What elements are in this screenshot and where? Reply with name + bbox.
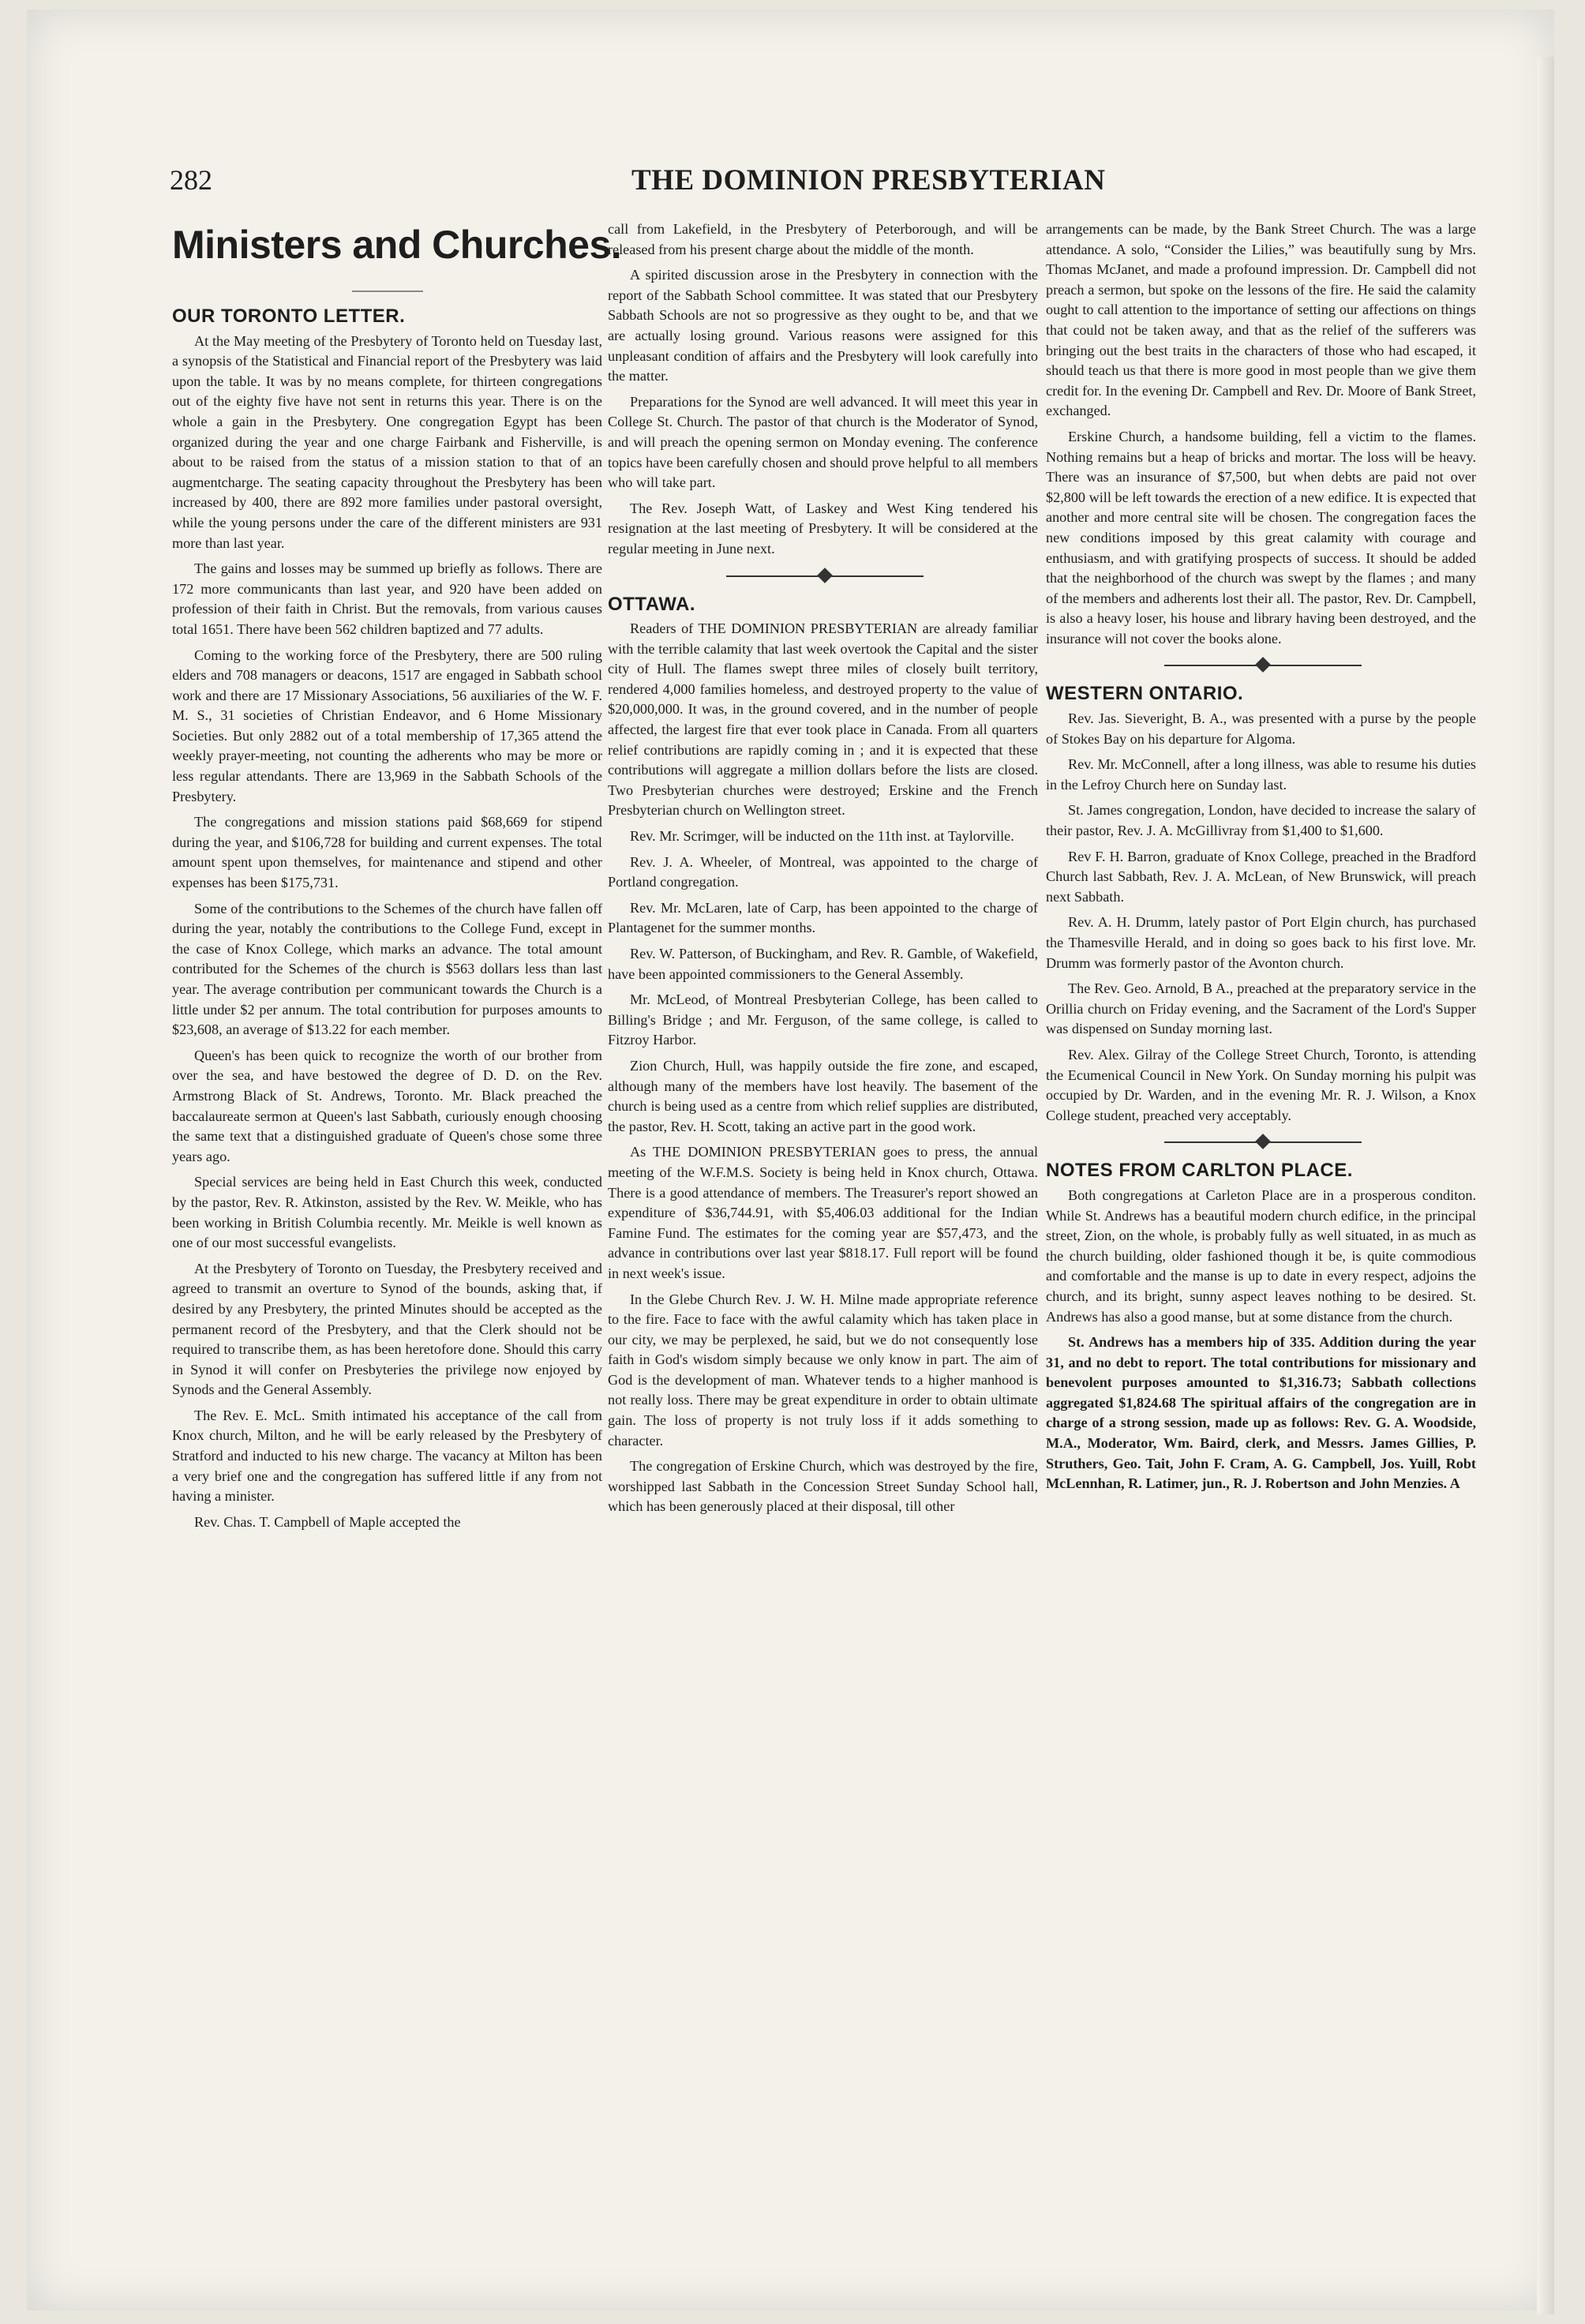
title-rule [352, 290, 423, 292]
paragraph: In the Glebe Church Rev. J. W. H. Milne made appropriate reference to the fire. Face to face with the awful calamity which has taken place in our city, we may be perplexed, he said, but we do not consequently lose faith in God's wisdom simply because we only know in part. The aim of God is the development of man. Whatever tends to a higher manhood is not really loss. There may be great expenditure in order to obtain ultimate gain. The loss of property is not truly loss if it adds something to character. [608, 1291, 1038, 1449]
page-number: 282 [170, 164, 212, 196]
paragraph: Rev. Mr. Scrimger, will be inducted on the 11th inst. at Taylorville. [630, 828, 1014, 845]
paragraph: Zion Church, Hull, was happily outside the fire zone, and escaped, although many of the members have lost heavily. The basement of the church is being used as a centre from which relief supplies are distributed, the pastor, Rev. H. Scott, taking an active part in the good work. [608, 1057, 1038, 1134]
paragraph: Rev. Mr. McLaren, late of Carp, has been appointed to the charge of Plantagenet for the summer months. [608, 899, 1038, 936]
paragraph: The congregation of Erskine Church, which was destroyed by the fire, worshipped last Sabbath in the Concession Street Sunday School hall, which has been generously placed at their disposal, till other [608, 1458, 1038, 1515]
paragraph: call from Lakefield, in the Presbytery of Peterborough, and will be released from his present charge about the middle of the month. [608, 221, 1038, 257]
section-heading-carlton-place: NOTES FROM CARLTON PLACE. [1046, 1160, 1353, 1182]
running-title: THE DOMINION PRESBYTERIAN [631, 164, 1106, 197]
paragraph: Mr. McLeod, of Montreal Presbyterian College, has been called to Billing's Bridge ; and Mr. Ferguson, of the same college, is called to Fitzroy Harbor. [608, 991, 1038, 1048]
column-2 [608, 219, 1038, 1523]
paragraph: Some of the contributions to the Schemes of the church have fallen off during the year, notably the contributions to the College Fund, except in the case of Knox College, which marks an advance. The total amount contributed for the Schemes of the church is $563 dollars less than last year. The average contribution per communicant towards the Church is a little under $2 per annum. The total contribution for purposes amounts to $23,608, an average of $13.22 for each member. [172, 900, 602, 1038]
section-divider [1046, 657, 1476, 674]
article-title: Ministers and Churches. [172, 223, 622, 267]
page-edge [1537, 57, 1554, 2315]
column-1 [172, 221, 622, 1538]
paragraph: Rev. Alex. Gilray of the College Street Church, Toronto, is attending the Ecumenical Council in New York. On Sunday morning his pulpit was occupied by Dr. Warden, and in the evening Mr. R. J. Wilson, a Knox College student, preached very acceptably. [1046, 1046, 1476, 1123]
paragraph: Preparations for the Synod are well advanced. It will meet this year in College St. Church. The pastor of that church is the Moderator of Synod, and will preach the opening sermon on Monday evening. The conference topics have been carefully chosen and should prove helpful to all members who will take part. [608, 393, 1038, 491]
paragraph: The Rev. Geo. Arnold, B A., preached at the preparatory service in the Orillia church on Friday evening, and the Sacrament of the Lord's Supper was dispensed on Sunday morning last. [1046, 980, 1476, 1037]
paragraph: The Rev. E. McL. Smith intimated his acceptance of the call from Knox church, Milton, and he will be early released by the Presbytery of Stratford and inducted to his new charge. The vacancy at Milton has been a very brief one and the congregation has suffered little if any from not having a minister. [172, 1407, 602, 1505]
paragraph: Both congregations at Carleton Place are in a prosperous conditon. While St. Andrews has a beautiful modern church edifice, in the principal street, Zion, on the whole, is probably fully as well situated, in as much as the church building, older fashioned though it be, is quite commodious and comfortable and the manse is up to date in every respect, adjoins the church, and its bright, sunny aspect leaves nothing to be desired. St. Andrews has also a good manse, but at some distance from the church. [1046, 1186, 1476, 1325]
paragraph: St. James congregation, London, have decided to increase the salary of their pastor, Rev. J. A. McGillivray from $1,400 to $1,600. [1046, 802, 1476, 839]
paragraph: Special services are being held in East Church this week, conducted by the pastor, Rev. R. Atkinston, assisted by the Rev. W. Meikle, who has been working in British Columbia recently. Mr. Meikle is well known as one of our most successful evangelists. [172, 1174, 602, 1251]
paragraph: Queen's has been quick to recognize the worth of our brother from over the sea, and have bestowed the degree of D. D. on the Rev. Armstrong Black of St. Andrews, Toronto. Mr. Black preached the baccalaureate sermon at Queen's last Sabbath, curiously enough choosing the same text that a distinguished graduate of Queen's chose some three years ago. [172, 1047, 602, 1164]
section-divider [608, 568, 1038, 585]
section-heading-ottawa: OTTAWA. [608, 593, 696, 615]
section-heading-toronto: OUR TORONTO LETTER. [172, 305, 406, 327]
paragraph: The gains and losses may be summed up briefly as follows. There are 172 more communicants than last year, and 920 have been added on profession of their faith in Christ. But the removals, from various causes total 1651. There have been 562 children baptized and 77 adults. [172, 560, 602, 637]
paragraph: Rev. Mr. McConnell, after a long illness, was able to resume his duties in the Lefroy Church here on Sunday last. [1046, 756, 1476, 793]
section-heading-western-ontario: WESTERN ONTARIO. [1046, 683, 1244, 705]
paragraph: The congregations and mission stations paid $68,669 for stipend during the year, and $106,728 for building and current expenses. The total amount spent upon themselves, for maintenance and stipend and other expenses has been $175,731. [172, 814, 602, 891]
paragraph: Rev. J. A. Wheeler, of Montreal, was appointed to the charge of Portland congregation. [608, 853, 1038, 890]
paragraph: Erskine Church, a handsome building, fell a victim to the flames. Nothing remains but a heap of bricks and mortar. The loss will be heavy. There was an insurance of $7,500, but when debts are paid not over $2,800 will be left towards the erection of a new edifice. It is expected that another and more central site will be chosen. The congregation faces the new conditions imposed by this great calamity with courage and enthusiasm, and with gratifying prospects of success. It should be added that the neighborhood of the church was swept by the flames ; and many of the members and adherents lost their all. The pastor, Rev. Dr. Campbell, is also a heavy loser, his house and library having been destroyed, and the insurance will not cover the books alone. [1046, 428, 1476, 647]
section-divider [1046, 1134, 1476, 1151]
paragraph: Rev. A. H. Drumm, lately pastor of Port Elgin church, has purchased the Thamesville Herald, and in doing so goes back to his first love. Mr. Drumm was formerly pastor of the Avonton church. [1046, 914, 1476, 971]
paragraph: Rev. W. Patterson, of Buckingham, and Rev. R. Gamble, of Wakefield, have been appointed commissioners to the General Assembly. [608, 946, 1038, 982]
paragraph: A spirited discussion arose in the Presbytery in connection with the report of the Sabbath School committee. It was stated that our Presbytery Sabbath Schools are not so progressive as they ought to be, and that we are actually losing ground. Various reasons were assigned for this unpleasant condition of affairs and the Presbytery will look carefully into the matter. [608, 267, 1038, 384]
paragraph: Coming to the working force of the Presbytery, there are 500 ruling elders and 708 managers or deacons, 1517 are engaged in Sabbath school work and there are 17 Missionary Associations, 56 auxiliaries of the W. F. M. S., 31 societies of Christian Endeavor, and 6 Home Missionary Societies. But only 2882 out of a total membership of 17,365 attend the weekly prayer-meeting, not counting the adherents who may be more or less regular attendants. There are 13,969 in the Sabbath Schools of the Presbytery. [172, 647, 602, 804]
paragraph: The Rev. Joseph Watt, of Laskey and West King tendered his resignation at the last meeting of Presbytery. It will be considered at the regular meeting in June next. [608, 500, 1038, 557]
paragraph: Readers of THE DOMINION PRESBYTERIAN are already familiar with the terrible calamity that last week overtook the Capital and the sister city of Hull. The flames swept three miles of closely built territory, rendered 4,000 families homeless, and destroyed property to the value of $20,000,000. It was, in the ground covered, and in the number of people affected, the largest fire that ever took place in Canada. From all quarters relief contributions are rapidly coming in ; and it is expected that these contributions will aggregate a million dollars before the lists are closed. Two Presbyterian churches were destroyed; Erskine and the French Presbyterian church on Wellington street. [608, 620, 1038, 819]
paragraph: St. Andrews has a members hip of 335. Addition during the year 31, and no debt to report. The total contributions for missionary and benevolent purposes amounted to $1,316.73; Sabbath collections aggregated $1,824.68 The spiritual affairs of the congregation are in charge of a strong session, made up as follows: Rev. G. A. Woodside, M.A., Moderator, Wm. Baird, clerk, and Messrs. James Gillies, P. Struthers, Geo. Tait, John F. Cram, A. G. Campbell, Jos. Yuill, Robt McLennhan, R. Latimer, jun., R. J. Robertson and John Menzies. A [1046, 1334, 1476, 1492]
paragraph: At the May meeting of the Presbytery of Toronto held on Tuesday last, a synopsis of the Statistical and Financial report of the Presbytery was laid upon the table. It was by no means complete, for thirteen congregations out of the eighty five have not sent in returns this year. There is on the whole a gain in the Presbytery. One congregation Egypt has been organized during the year and one charge Fairbank and Fisherville, is about to be raised from the status of a mission station to that of an augmentcharge. The seating capacity throughout the Presbytery has been increased by 400, there are 892 more families under pastoral oversight, while the young persons under the care of the different ministers are 931 more than last year. [172, 332, 602, 551]
column-3 [1046, 219, 1476, 1500]
paragraph: Rev F. H. Barron, graduate of Knox College, preached in the Bradford Church last Sabbath, Rev. J. A. McLean, of New Brunswick, will preach next Sabbath. [1046, 848, 1476, 905]
paragraph: At the Presbytery of Toronto on Tuesday, the Presbytery received and agreed to transmit an overture to Synod of the bounds, asking that, if desired by any Presbytery, the printed Minutes should be accepted as the permanent record of the Presbytery, and that the Clerk should not be required to transcribe them, as has been heretofore done. Should this carry in Synod it will confer on Presbyteries the privilege now enjoyed by Synods and the General Assembly. [172, 1260, 602, 1398]
paragraph: As THE DOMINION PRESBYTERIAN goes to press, the annual meeting of the W.F.M.S. Society is being held in Knox church, Ottawa. There is a good attendance of members. The Treasurer's report showed an expenditure of $36,744.91, with $5,406.03 additional for the Indian Famine Fund. The estimates for the coming year are $57,473, and the advance in contributions over last year $818.17. Full report will be found in next week's issue. [608, 1144, 1038, 1281]
paragraph: Rev. Jas. Sieveright, B. A., was presented with a purse by the people of Stokes Bay on his departure for Algoma. [1046, 710, 1476, 747]
paragraph: arrangements can be made, by the Bank Street Church. The was a large attendance. A solo, “Consider the Lilies,” was beautifully sung by Mrs. Thomas McJanet, and made a profound impression. Dr. Campbell did not preach a sermon, but spoke on the lessons of the fire. He said the calamity ought to call attention to the importance of setting our affections on things that could not be taken away, and that as the relief of the sufferers was bringing out the best traits in the characters of those who had escaped, it should teach us that there is more good in most people than we give them credit for. In the evening Dr. Campbell and Rev. Dr. Moore of Bank Street, exchanged. [1046, 221, 1476, 419]
paragraph: Rev. Chas. T. Campbell of Maple accepted the [194, 1513, 461, 1530]
